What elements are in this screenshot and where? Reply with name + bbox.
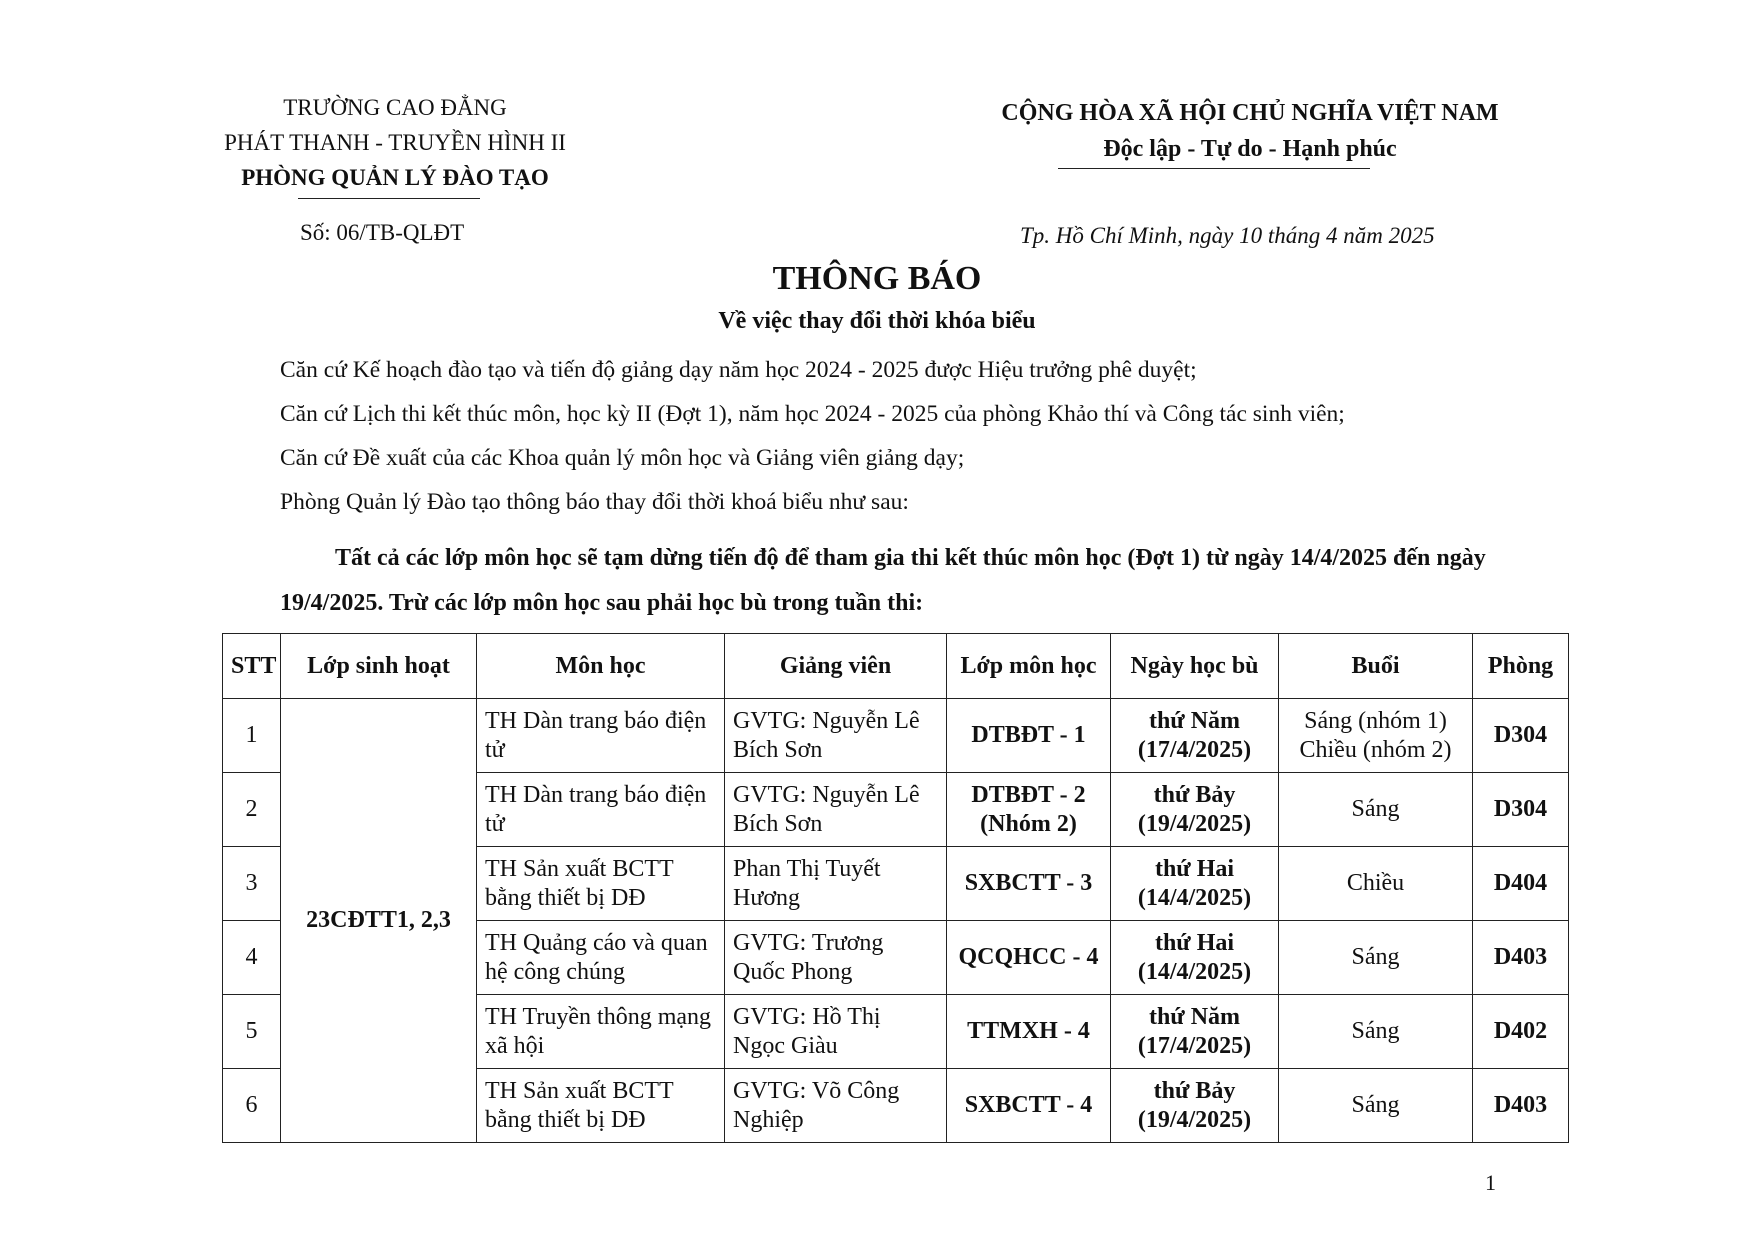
- page-number: 1: [1485, 1170, 1496, 1195]
- room-cell: D304: [1473, 773, 1569, 847]
- paragraph-3: Căn cứ Đề xuất của các Khoa quản lý môn học và Giảng viên giảng dạy;: [280, 445, 965, 471]
- stt-cell: 6: [223, 1069, 281, 1143]
- makeup-day: thứ Bảy: [1153, 781, 1236, 808]
- subject-cell: TH Quảng cáo và quan hệ công chúng: [477, 921, 725, 995]
- session-line-1: Sáng (nhóm 1): [1304, 707, 1447, 734]
- subject-cell: TH Sản xuất BCTT bằng thiết bị DĐ: [477, 1069, 725, 1143]
- room-cell: D402: [1473, 995, 1569, 1069]
- lecturer-cell: GVTG: Trương Quốc Phong: [725, 921, 947, 995]
- stt-cell: 5: [223, 995, 281, 1069]
- makeup-date: (17/4/2025): [1137, 736, 1252, 763]
- makeup-date-cell: [1111, 995, 1279, 1069]
- makeup-day: thứ Hai: [1154, 929, 1235, 956]
- lecturer-cell: GVTG: Nguyễn Lê Bích Sơn: [725, 699, 947, 773]
- document-subtitle: Về việc thay đổi thời khóa biểu: [718, 308, 1036, 334]
- header-room: Phòng: [1473, 634, 1569, 699]
- session-cell: Sáng: [1279, 773, 1473, 847]
- makeup-date: (14/4/2025): [1137, 884, 1252, 911]
- makeup-date: (14/4/2025): [1137, 958, 1252, 985]
- course-class-cell: SXBCTT - 3: [947, 847, 1111, 921]
- national-header: [945, 95, 1555, 167]
- header-class-group: Lớp sinh hoạt: [281, 634, 477, 699]
- document-date: Tp. Hồ Chí Minh, ngày 10 tháng 4 năm 2025: [1020, 223, 1435, 248]
- subject-cell: TH Sản xuất BCTT bằng thiết bị DĐ: [477, 847, 725, 921]
- class-group-cell: 23CĐTT1, 2,3: [281, 699, 477, 1143]
- document-number: Số: 06/TB-QLĐT: [300, 220, 465, 245]
- lecturer-cell: GVTG: Nguyễn Lê Bích Sơn: [725, 773, 947, 847]
- makeup-date-cell: [1111, 1069, 1279, 1143]
- room-cell: D304: [1473, 699, 1569, 773]
- header-subject: Môn học: [477, 634, 725, 699]
- motto-underline: [1058, 168, 1370, 169]
- header-session: Buổi: [1279, 634, 1473, 699]
- session-cell: Sáng: [1279, 921, 1473, 995]
- makeup-date: (19/4/2025): [1137, 1106, 1252, 1133]
- national-motto: Độc lập - Tự do - Hạnh phúc: [1103, 136, 1397, 162]
- makeup-date: (17/4/2025): [1137, 1032, 1252, 1059]
- paragraph-4: Phòng Quản lý Đào tạo thông báo thay đổi thời khoá biểu như sau:: [280, 489, 909, 515]
- session-cell: Sáng: [1279, 995, 1473, 1069]
- table-row: [223, 699, 1569, 773]
- course-class-cell: DTBĐT - 2 (Nhóm 2): [947, 773, 1111, 847]
- lecturer-cell: GVTG: Hồ Thị Ngọc Giàu: [725, 995, 947, 1069]
- course-class-cell: TTMXH - 4: [947, 995, 1111, 1069]
- course-class-cell: SXBCTT - 4: [947, 1069, 1111, 1143]
- makeup-day: thứ Bảy: [1153, 1077, 1236, 1104]
- issuer-underline: [298, 198, 480, 199]
- makeup-day: thứ Năm: [1148, 707, 1241, 734]
- stt-cell: 4: [223, 921, 281, 995]
- header-makeup-date: Ngày học bù: [1111, 634, 1279, 699]
- header-lecturer: Giảng viên: [725, 634, 947, 699]
- issuer-line-2: PHÁT THANH - TRUYỀN HÌNH II: [224, 130, 566, 155]
- header-course-class: Lớp môn học: [947, 634, 1111, 699]
- makeup-date-cell: [1111, 773, 1279, 847]
- subject-cell: TH Dàn trang báo điện tử: [477, 699, 725, 773]
- subject-cell: TH Truyền thông mạng xã hội: [477, 995, 725, 1069]
- document-title: THÔNG BÁO: [772, 260, 982, 297]
- issuer-department: PHÒNG QUẢN LÝ ĐÀO TẠO: [241, 165, 549, 190]
- session-cell: Sáng: [1279, 1069, 1473, 1143]
- table-header-row: [223, 634, 1569, 699]
- lecturer-cell: Phan Thị Tuyết Hương: [725, 847, 947, 921]
- subject-cell: TH Dàn trang báo điện tử: [477, 773, 725, 847]
- paragraph-1: Căn cứ Kế hoạch đào tạo và tiến độ giảng dạy năm học 2024 - 2025 được Hiệu trưởng phê duyệt;: [280, 357, 1197, 383]
- room-cell: D403: [1473, 921, 1569, 995]
- makeup-date: (19/4/2025): [1137, 810, 1252, 837]
- makeup-schedule-table: [222, 633, 1569, 1143]
- course-class-cell: DTBĐT - 1: [947, 699, 1111, 773]
- makeup-day: thứ Năm: [1148, 1003, 1241, 1030]
- makeup-day: thứ Hai: [1154, 855, 1235, 882]
- paragraph-2: Căn cứ Lịch thi kết thúc môn, học kỳ II (Đợt 1), năm học 2024 - 2025 của phòng Khảo thí và Công tác sinh viên;: [280, 401, 1345, 427]
- course-class-cell: QCQHCC - 4: [947, 921, 1111, 995]
- stt-cell: 1: [223, 699, 281, 773]
- issuer-header: [190, 90, 600, 195]
- room-cell: D404: [1473, 847, 1569, 921]
- session-cell: Chiều: [1279, 847, 1473, 921]
- header-stt: STT: [223, 634, 281, 699]
- stt-cell: 2: [223, 773, 281, 847]
- makeup-date-cell: [1111, 847, 1279, 921]
- announcement-text: Tất cả các lớp môn học sẽ tạm dừng tiến độ để tham gia thi kết thúc môn học (Đợt 1) từ ngày 14/4/2025 đến ngày 19/4/2025. Trừ các lớp môn học sau phải học bù trong tuần thi:: [280, 545, 1486, 616]
- session-cell: [1279, 699, 1473, 773]
- session-line-2: Chiều (nhóm 2): [1299, 736, 1452, 763]
- room-cell: D403: [1473, 1069, 1569, 1143]
- stt-cell: 3: [223, 847, 281, 921]
- issuer-line-1: TRƯỜNG CAO ĐẲNG: [283, 95, 507, 120]
- lecturer-cell: GVTG: Võ Công Nghiệp: [725, 1069, 947, 1143]
- makeup-date-cell: [1111, 921, 1279, 995]
- national-title: CỘNG HÒA XÃ HỘI CHỦ NGHĨA VIỆT NAM: [1001, 100, 1499, 126]
- makeup-date-cell: [1111, 699, 1279, 773]
